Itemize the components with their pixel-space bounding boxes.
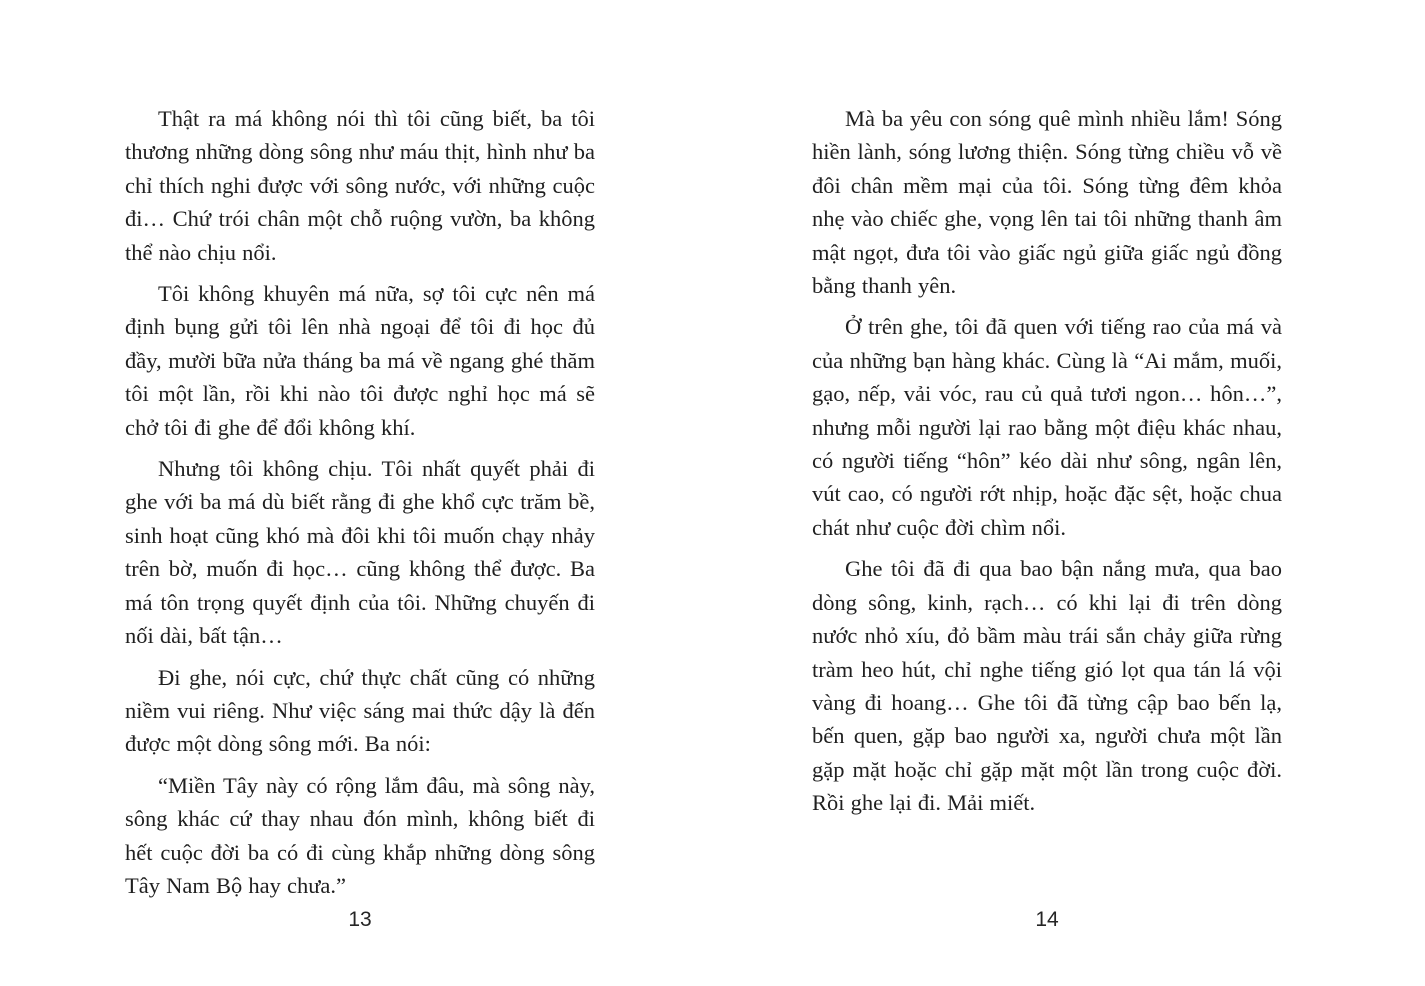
paragraph: Ở trên ghe, tôi đã quen với tiếng rao của má và của những bạn hàng khác. Cùng là “Ai mắm, muối, gạo, nếp, vải vóc, rau củ quả tươi ngon… hôn…”, nhưng mỗi người lại rao bằng một điệu khác nhau, có người tiếng “hôn” kéo dài như sông, ngân lên, vút cao, có người rớt nhịp, hoặc đặc sệt, hoặc chua chát như cuộc đời chìm nổi. <box>812 314 1282 540</box>
paragraph: Nhưng tôi không chịu. Tôi nhất quyết phải đi ghe với ba má dù biết rằng đi ghe khổ cực trăm bề, sinh hoạt cũng khó mà đôi khi tôi muốn chạy nhảy trên bờ, muốn đi học… cũng không thể được. Ba má tôn trọng quyết định của tôi. Những chuyến đi nối dài, bất tận… <box>125 456 595 649</box>
page-number-left: 13 <box>348 908 372 931</box>
paragraph: Ghe tôi đã đi qua bao bận nắng mưa, qua bao dòng sông, kinh, rạch… có khi lại đi trên dòng nước nhỏ xíu, đỏ bầm màu trái sắn chảy giữa rừng tràm heo hút, chỉ nghe tiếng gió lọt qua tán lá vội vàng đi hoang… Ghe tôi đã từng cập bao bến lạ, bến quen, gặp bao người xa, người chưa một lần gặp mặt hoặc chỉ gặp mặt một lần trong cuộc đời. Rồi ghe lại đi. Mải miết. <box>812 556 1282 816</box>
paragraph: Mà ba yêu con sóng quê mình nhiều lắm! Sóng hiền lành, sóng lương thiện. Sóng từng chiều vỗ về đôi chân mềm mại của tôi. Sóng từng đêm khỏa nhẹ vào chiếc ghe, vọng lên tai tôi những thanh âm mật ngọt, đưa tôi vào giấc ngủ giữa giấc ngủ đồng bằng thanh yên. <box>812 106 1282 299</box>
page-14 <box>812 102 1282 931</box>
paragraph: “Miền Tây này có rộng lắm đâu, mà sông này, sông khác cứ thay nhau đón mình, không biết đi hết cuộc đời ba có đi cùng khắp những dòng sông Tây Nam Bộ hay chưa.” <box>125 772 595 898</box>
paragraph: Thật ra má không nói thì tôi cũng biết, ba tôi thương những dòng sông như máu thịt, hình như ba chỉ thích nghi được với sông nước, với những cuộc đi… Chứ trói chân một chỗ ruộng vườn, ba không thể nào chịu nổi. <box>125 106 595 265</box>
page-13-text-column <box>125 102 595 902</box>
page-13 <box>125 102 595 931</box>
page-14-text-column <box>812 102 1282 820</box>
paragraph: Tôi không khuyên má nữa, sợ tôi cực nên má định bụng gửi tôi lên nhà ngoại để tôi đi học đủ đầy, mười bữa nửa tháng ba má về ngang ghé thăm tôi một lần, rồi khi nào tôi được nghỉ học má sẽ chở tôi đi ghe để đổi không khí. <box>125 281 595 440</box>
paragraph: Đi ghe, nói cực, chứ thực chất cũng có những niềm vui riêng. Như việc sáng mai thức dậy là đến được một dòng sông mới. Ba nói: <box>125 664 595 757</box>
page-number-right: 14 <box>1035 908 1059 931</box>
